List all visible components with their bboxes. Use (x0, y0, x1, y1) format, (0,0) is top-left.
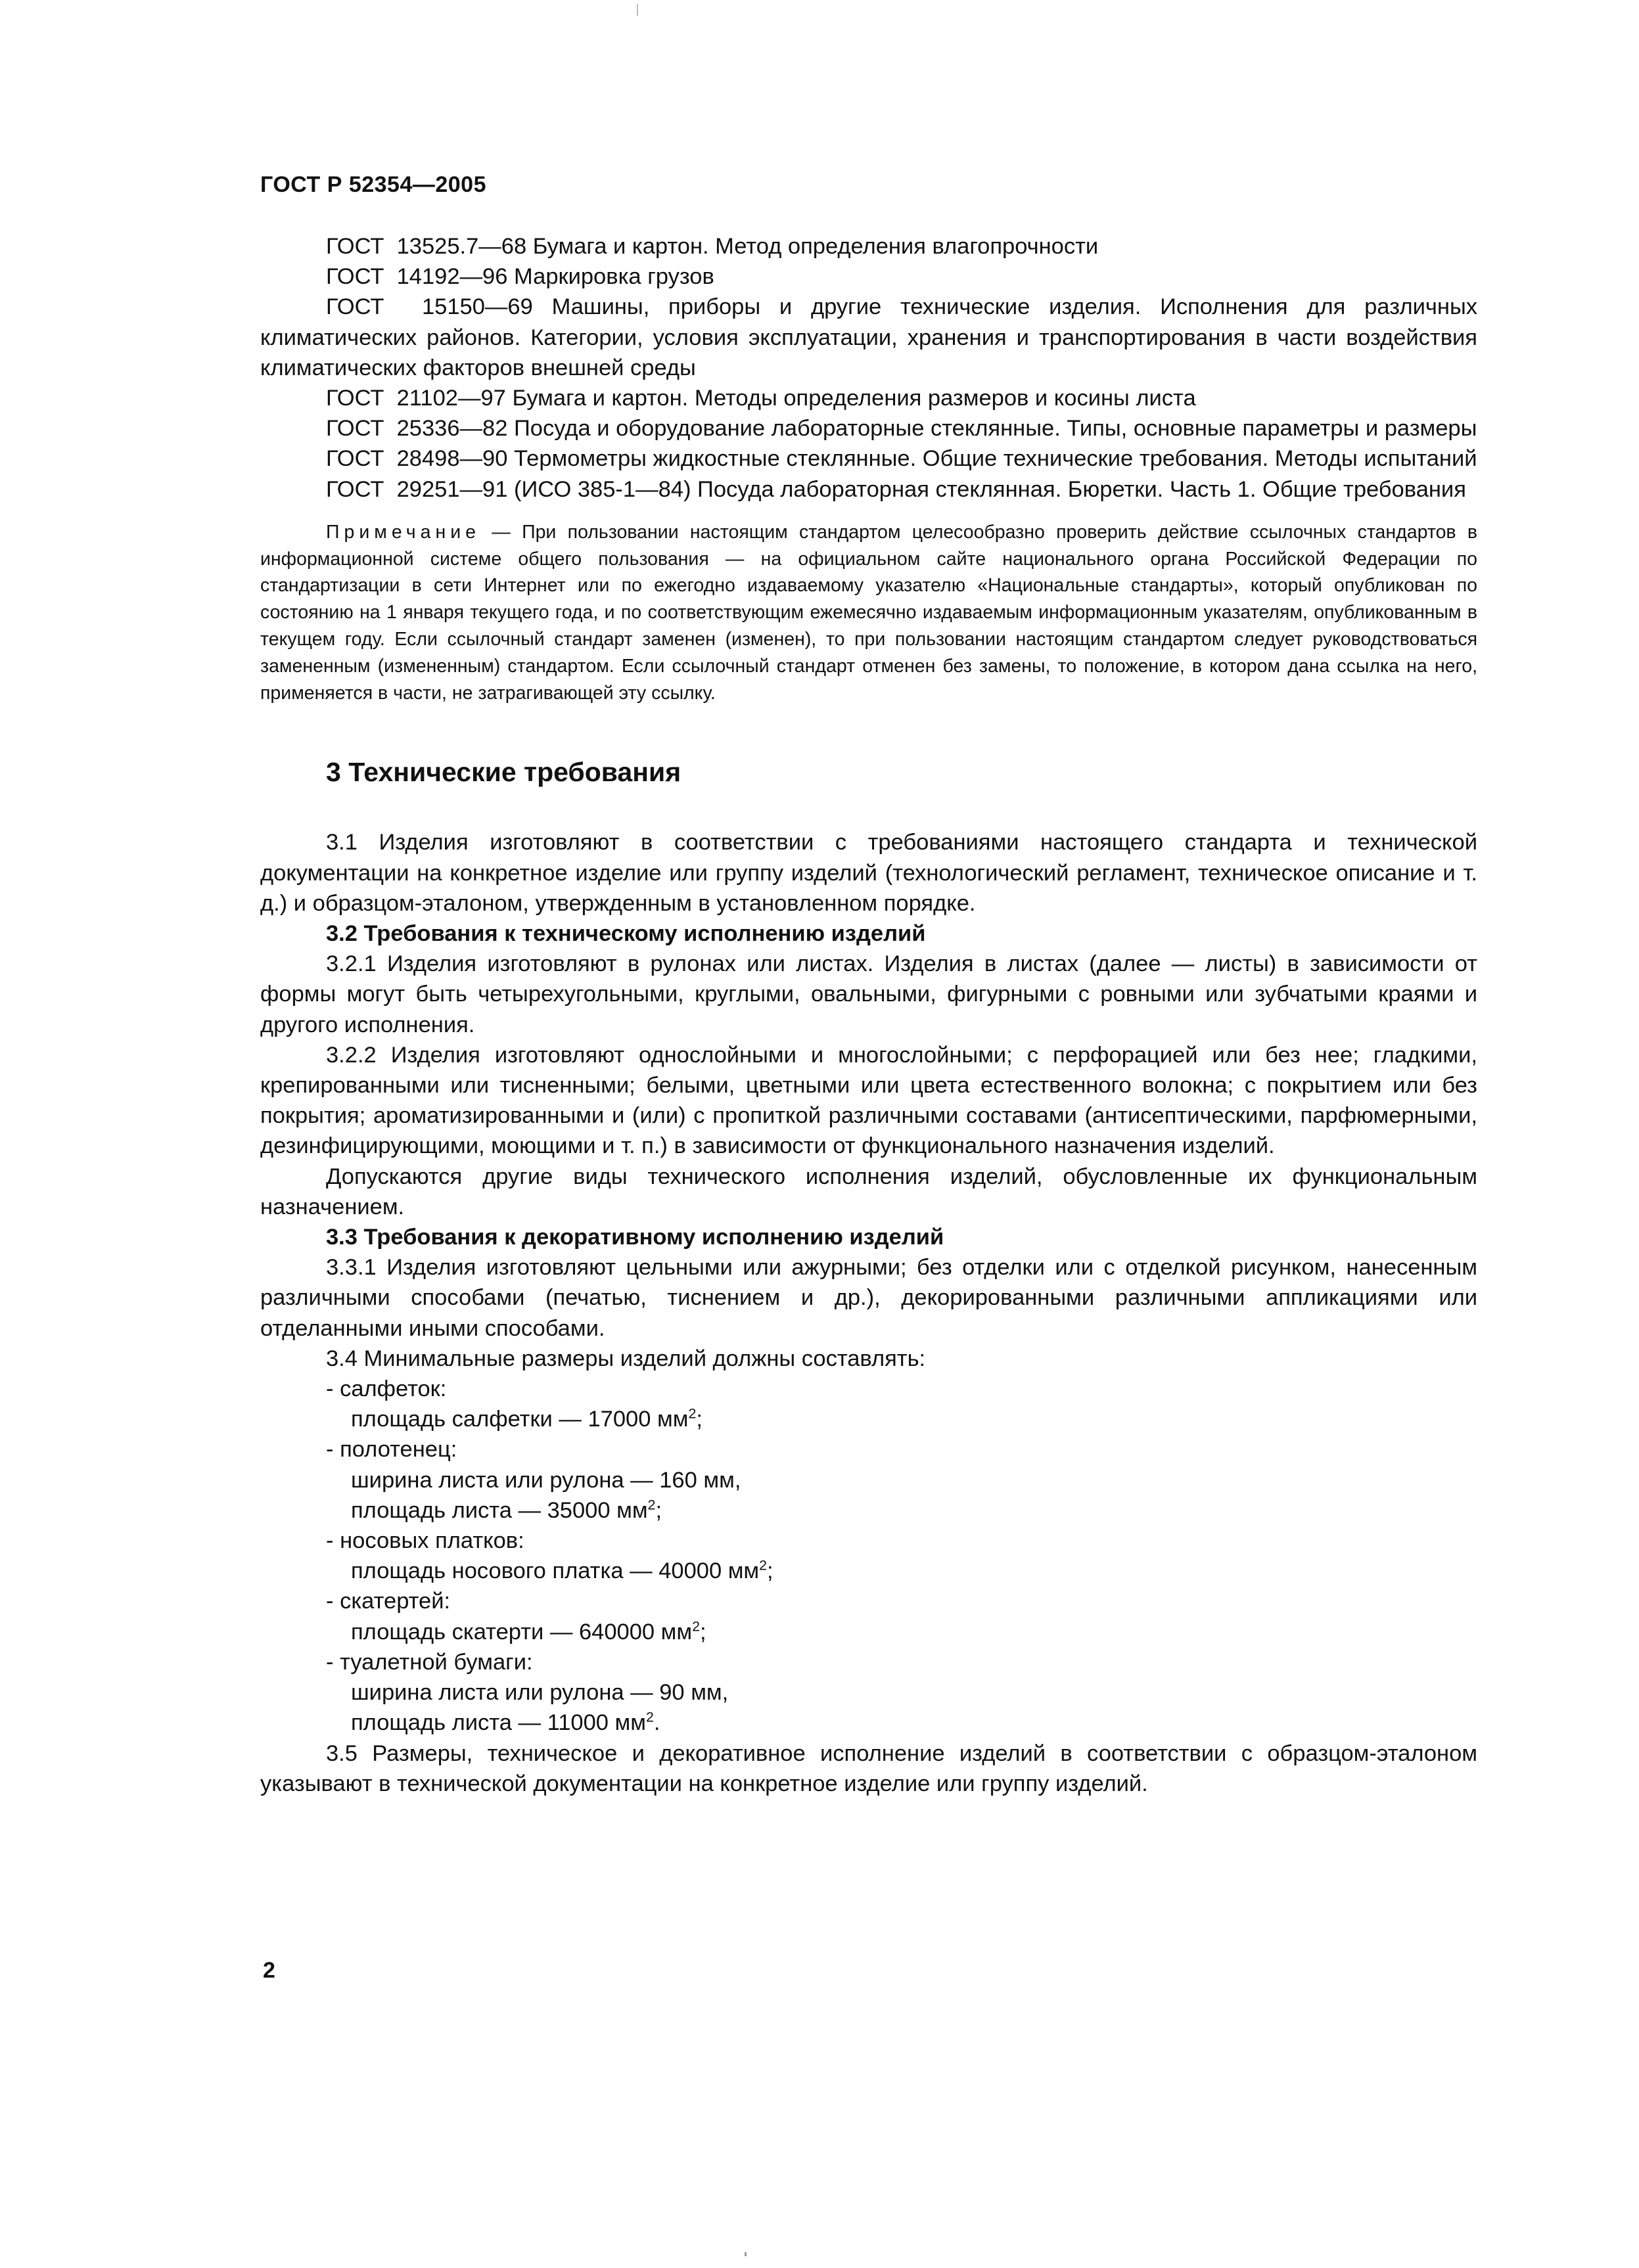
toilet-paper-width: ширина листа или рулона — 90 мм, (351, 1680, 729, 1706)
reference-item (260, 474, 1477, 505)
reference-item (260, 231, 1477, 261)
scan-mark (745, 2252, 747, 2256)
list-item-napkins: - салфеток: (326, 1376, 447, 1402)
reference-code: ГОСТ 28498—90 (326, 446, 508, 472)
punctuation: ; (696, 1407, 703, 1432)
clause-3-2-1: 3.2.1 Изделия изготовляют в рулонах или листах. Изделия в листах (далее — листы) в зависимости от формы могут быть четырехугольными, круглыми, овальными, фигурными с ровными или зубчатыми краями и другого исполнения. (260, 951, 1477, 1037)
tablecloth-area-text: площадь скатерти — 640000 мм (351, 1619, 693, 1644)
page-number: 2 (263, 1958, 275, 1983)
reference-item (260, 383, 1477, 413)
reference-title: (ИСО 385-1—84) Посуда лабораторная стеклянная. Бюретки. Часть 1. Общие требования (514, 476, 1466, 502)
reference-item (260, 413, 1477, 443)
exponent: 2 (759, 1557, 768, 1574)
reference-code: ГОСТ 15150—69 (326, 294, 533, 320)
section-title: 3 Технические требования (326, 757, 681, 788)
napkin-area-text: площадь салфетки — 17000 мм (351, 1407, 689, 1432)
document-code: ГОСТ Р 52354—2005 (260, 172, 487, 197)
reference-code: ГОСТ 29251—91 (326, 476, 508, 502)
clause-3-3-1: 3.3.1 Изделия изготовляют цельными или ажурными; без отделки или с отделкой рисунком, нанесенным различными способами (печатью, тиснением и др.), декорированными различными аппликациями или отделанными иными способами. (260, 1255, 1477, 1341)
clause-3-5: 3.5 Размеры, техническое и декоративное исполнение изделий в соответствии с образцом-эталоном указывают в технической документации на конкретное изделие или группу изделий. (260, 1740, 1477, 1796)
handkerchief-area (260, 1556, 1477, 1586)
list-item-handkerchiefs: - носовых платков: (326, 1528, 524, 1554)
scan-mark (637, 4, 638, 16)
reference-item (260, 443, 1477, 474)
reference-code: ГОСТ 21102—97 (326, 386, 506, 411)
reference-title: Посуда и оборудование лабораторные стеклянные. Типы, основные параметры и размеры (514, 416, 1477, 442)
reference-code: ГОСТ 25336—82 (326, 416, 508, 442)
subsection-3-3-title: 3.3 Требования к декоративному исполнению изделий (326, 1225, 944, 1250)
toilet-paper-area-text: площадь листа — 11000 мм (351, 1710, 646, 1736)
napkin-area (260, 1404, 1477, 1434)
section-body (260, 827, 1477, 1799)
clause-3-1: 3.1 Изделия изготовляют в соответствии с требованиями настоящего стандарта и технической документации на конкретное изделие или группу изделий (технологический регламент, техническое описание и т. д.) и образцом-эталоном, утвержденным в установленном порядке. (260, 830, 1477, 916)
reference-title: Термометры жидкостные стеклянные. Общие технические требования. Методы испытаний (514, 446, 1477, 472)
reference-title: Машины, приборы и другие технические изделия. Исполнения для различных климатических районов. Категории, условия эксплуатации, хранения и транспортирования в части воздействия климатических факторов внешней среды (260, 294, 1477, 380)
reference-title: Маркировка грузов (514, 264, 714, 290)
punctuation: . (653, 1710, 660, 1736)
exponent: 2 (692, 1618, 700, 1635)
tablecloth-area (260, 1617, 1477, 1647)
subsection-3-2-title: 3.2 Требования к техническому исполнению изделий (326, 921, 926, 947)
exponent: 2 (647, 1497, 656, 1513)
handkerchief-area-text: площадь носового платка — 40000 мм (351, 1558, 760, 1584)
reference-item (260, 261, 1477, 292)
punctuation: ; (700, 1619, 706, 1644)
list-item-tablecloths: - скатертей: (326, 1589, 451, 1614)
clause-3-2-addendum: Допускаются другие виды технического исполнения изделий, обусловленные их функциональным назначением. (260, 1164, 1477, 1219)
reference-code: ГОСТ 14192—96 (326, 264, 508, 290)
towel-width: ширина листа или рулона — 160 мм, (351, 1467, 741, 1493)
page-content (260, 231, 1477, 1799)
reference-title: Бумага и картон. Метод определения влагопрочности (532, 234, 1099, 259)
reference-code: ГОСТ 13525.7—68 (326, 234, 527, 259)
toilet-paper-area (260, 1708, 1477, 1738)
size-list (260, 1374, 1477, 1738)
towel-area-text: площадь листа — 35000 мм (351, 1497, 648, 1523)
list-item-towels: - полотенец: (326, 1437, 457, 1463)
reference-title: Бумага и картон. Методы определения размеров и косины листа (512, 386, 1196, 411)
exponent: 2 (645, 1709, 654, 1725)
punctuation: ; (767, 1558, 773, 1584)
note-text: — При пользовании настоящим стандартом целесообразно проверить действие ссылочных стандартов в информационной системе общего пользования — на официальном сайте национального органа Российской Федерации по стандартизации в сети Интернет или по ежегодно издаваемому указателю «Национальные стандарты», который опубликован по состоянию на 1 января текущего года, и по соответствующим ежемесячно издаваемым информационным указателям, опубликованным в текущем году. Если ссылочный стандарт заменен (изменен), то при пользовании настоящим стандартом следует руководствоваться замененным (измененным) стандартом. Если ссылочный стандарт отменен без замены, то положение, в котором дана ссылка на него, применяется в части, не затрагивающей эту ссылку. (260, 521, 1478, 704)
list-item-toilet-paper: - туалетной бумаги: (326, 1649, 533, 1675)
reference-item (260, 292, 1477, 383)
note-label: Примечание (326, 521, 480, 543)
clause-3-2-2: 3.2.2 Изделия изготовляют однослойными и многослойными; с перфорацией или без нее; гладкими, крепированными или тисненными; белыми, цветными или цвета естественного волокна; с покрытием или без покрытия; ароматизированными и (или) с пропиткой различными составами (антисептическими, парфюмерными, дезинфицирующими, моющими и т. п.) в зависимости от функционального назначения изделий. (260, 1042, 1477, 1159)
normative-references (260, 231, 1477, 505)
clause-3-4: 3.4 Минимальные размеры изделий должны составлять: (326, 1346, 926, 1371)
towel-area (260, 1495, 1477, 1526)
note-paragraph (260, 519, 1477, 707)
exponent: 2 (688, 1405, 697, 1422)
punctuation: ; (655, 1497, 662, 1523)
